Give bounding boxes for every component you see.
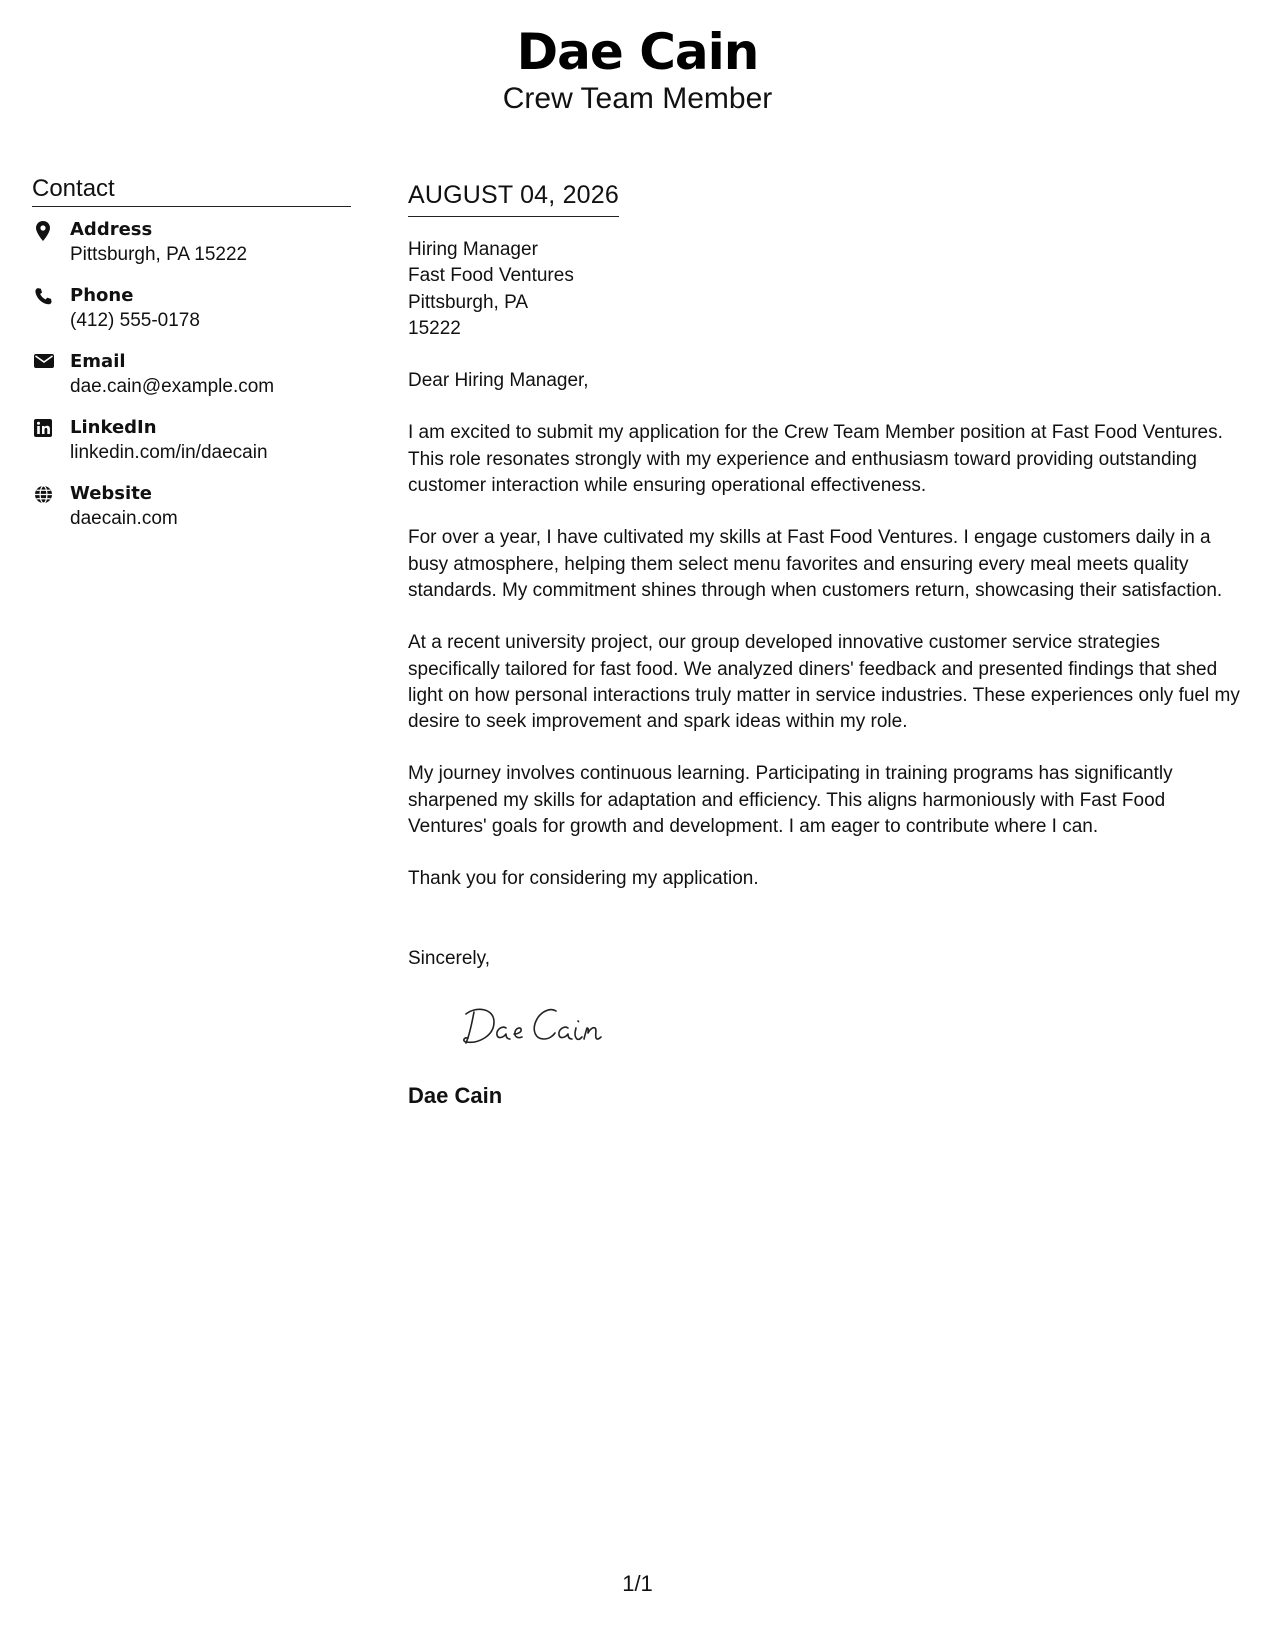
- contact-list: [32, 217, 351, 531]
- handwritten-signature: [462, 998, 1248, 1054]
- recipient-line: Fast Food Ventures: [408, 265, 574, 287]
- letter-body: [408, 178, 1248, 1110]
- body-paragraph: At a recent university project, our group developed innovative customer service strategies specifically tailored for fast food. We analyzed diners' feedback and presented findings that shed light on how personal interactions truly matter in service industries. These experiences only fuel my desire to seek improvement and spark ideas within my role.: [408, 632, 1240, 733]
- contact-value: linkedin.com/in/daecain: [70, 442, 268, 463]
- phone-icon: [32, 283, 70, 333]
- contact-item-linkedin: [32, 415, 351, 465]
- applicant-name: Dae Cain: [516, 23, 759, 81]
- contact-item-address: [32, 217, 351, 267]
- contact-label: LinkedIn: [70, 417, 157, 438]
- contact-heading: Contact: [32, 174, 351, 207]
- envelope-icon: [32, 349, 70, 399]
- body-paragraph: For over a year, I have cultivated my skills at Fast Food Ventures. I engage customers daily in a busy atmosphere, helping them select menu favorites and ensuring every meal meets quality standards. My commitment shines through when customers return, showcasing their satisfaction.: [408, 527, 1223, 601]
- letter-date: AUGUST 04, 2026: [408, 178, 619, 217]
- contact-sidebar: [32, 174, 351, 547]
- contact-value: dae.cain@example.com: [70, 376, 275, 397]
- contact-label: Email: [70, 351, 126, 372]
- signer-name: Dae Cain: [408, 1082, 503, 1108]
- contact-item-phone: [32, 283, 351, 333]
- recipient-line: Pittsburgh, PA: [408, 291, 529, 313]
- contact-label: Phone: [70, 285, 134, 306]
- linkedin-icon: [32, 415, 70, 465]
- body-paragraph: Thank you for considering my application.: [408, 868, 759, 890]
- recipient-line: Hiring Manager: [408, 239, 538, 260]
- recipient-block: [408, 237, 1248, 342]
- contact-label: Website: [70, 483, 153, 504]
- globe-icon: [32, 481, 70, 531]
- recipient-line: 15222: [408, 317, 461, 339]
- body-paragraph: My journey involves continuous learning. Participating in training programs has significantly sharpened my skills for adaptation and efficiency. This aligns harmoniously with Fast Food Ventures' goals for growth and development. I am eager to contribute where I can.: [408, 763, 1173, 838]
- page-number: 1/1: [622, 1571, 653, 1596]
- contact-value: (412) 555-0178: [70, 310, 200, 331]
- contact-value: Pittsburgh, PA 15222: [70, 244, 248, 265]
- map-pin-icon: [32, 217, 70, 267]
- contact-label: Address: [70, 219, 153, 240]
- salutation: Dear Hiring Manager,: [408, 370, 589, 392]
- contact-value: daecain.com: [70, 508, 178, 529]
- contact-item-email: [32, 349, 351, 399]
- closing: Sincerely,: [408, 947, 491, 969]
- body-paragraph: I am excited to submit my application for the Crew Team Member position at Fast Food Ventures. This role resonates strongly with my experience and enthusiasm toward providing outstanding customer interaction while ensuring operational effectiveness.: [408, 422, 1223, 497]
- contact-item-website: [32, 481, 351, 531]
- letter-header: [0, 22, 1275, 117]
- job-title: Crew Team Member: [502, 82, 773, 115]
